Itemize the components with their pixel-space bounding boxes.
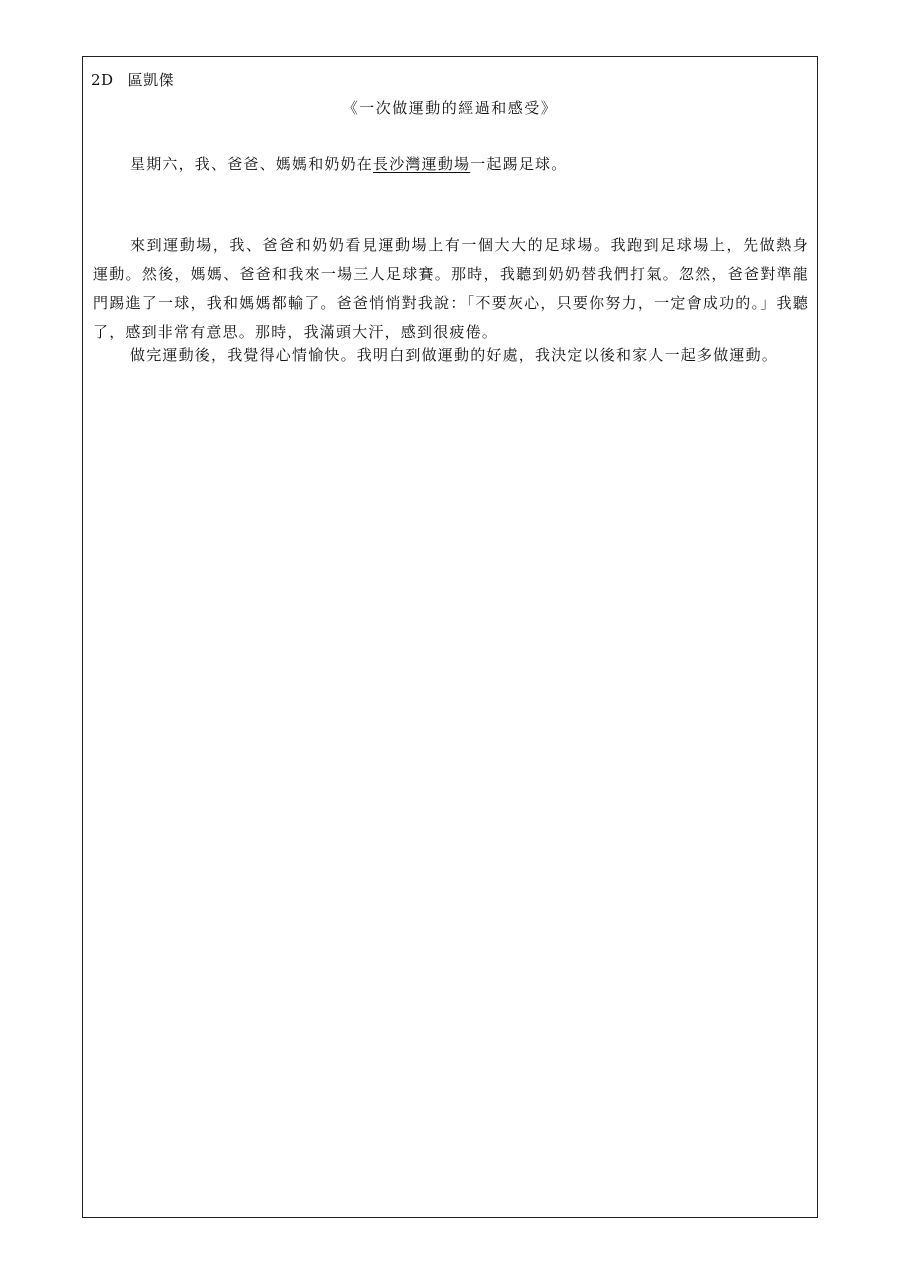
paragraph-1 [93, 150, 809, 179]
paragraph-1-before: 星期六，我、爸爸、媽媽和奶奶在 [130, 155, 374, 173]
paragraph-1-after: 一起踢足球。 [470, 155, 568, 173]
class-label: 2D [91, 71, 114, 89]
paragraph-3: 做完運動後，我覺得心情愉快。我明白到做運動的好處，我決定以後和家人一起多做運動。 [130, 346, 779, 364]
essay-title: 《一次做運動的經過和感受》 [342, 99, 558, 117]
paragraph-2: 來到運動場，我、爸爸和奶奶看見運動場上有一個大大的足球場。我跑到足球場上，先做熱身運動。然後，媽媽、爸爸和我來一場三人足球賽。那時，我聽到奶奶替我們打氣。忽然，爸爸對準龍門踢進了一球，我和媽媽都輸了。爸爸悄悄對我說：「不要灰心，只要你努力，一定會成功的。」我聽了，感到非常有意思。那時，我滿頭大汗，感到很疲倦。 [93, 236, 809, 341]
essay-frame [82, 56, 818, 1218]
header-line [91, 69, 174, 90]
student-name: 區凱傑 [127, 71, 175, 89]
place-name: 長沙灣運動場 [373, 155, 471, 173]
